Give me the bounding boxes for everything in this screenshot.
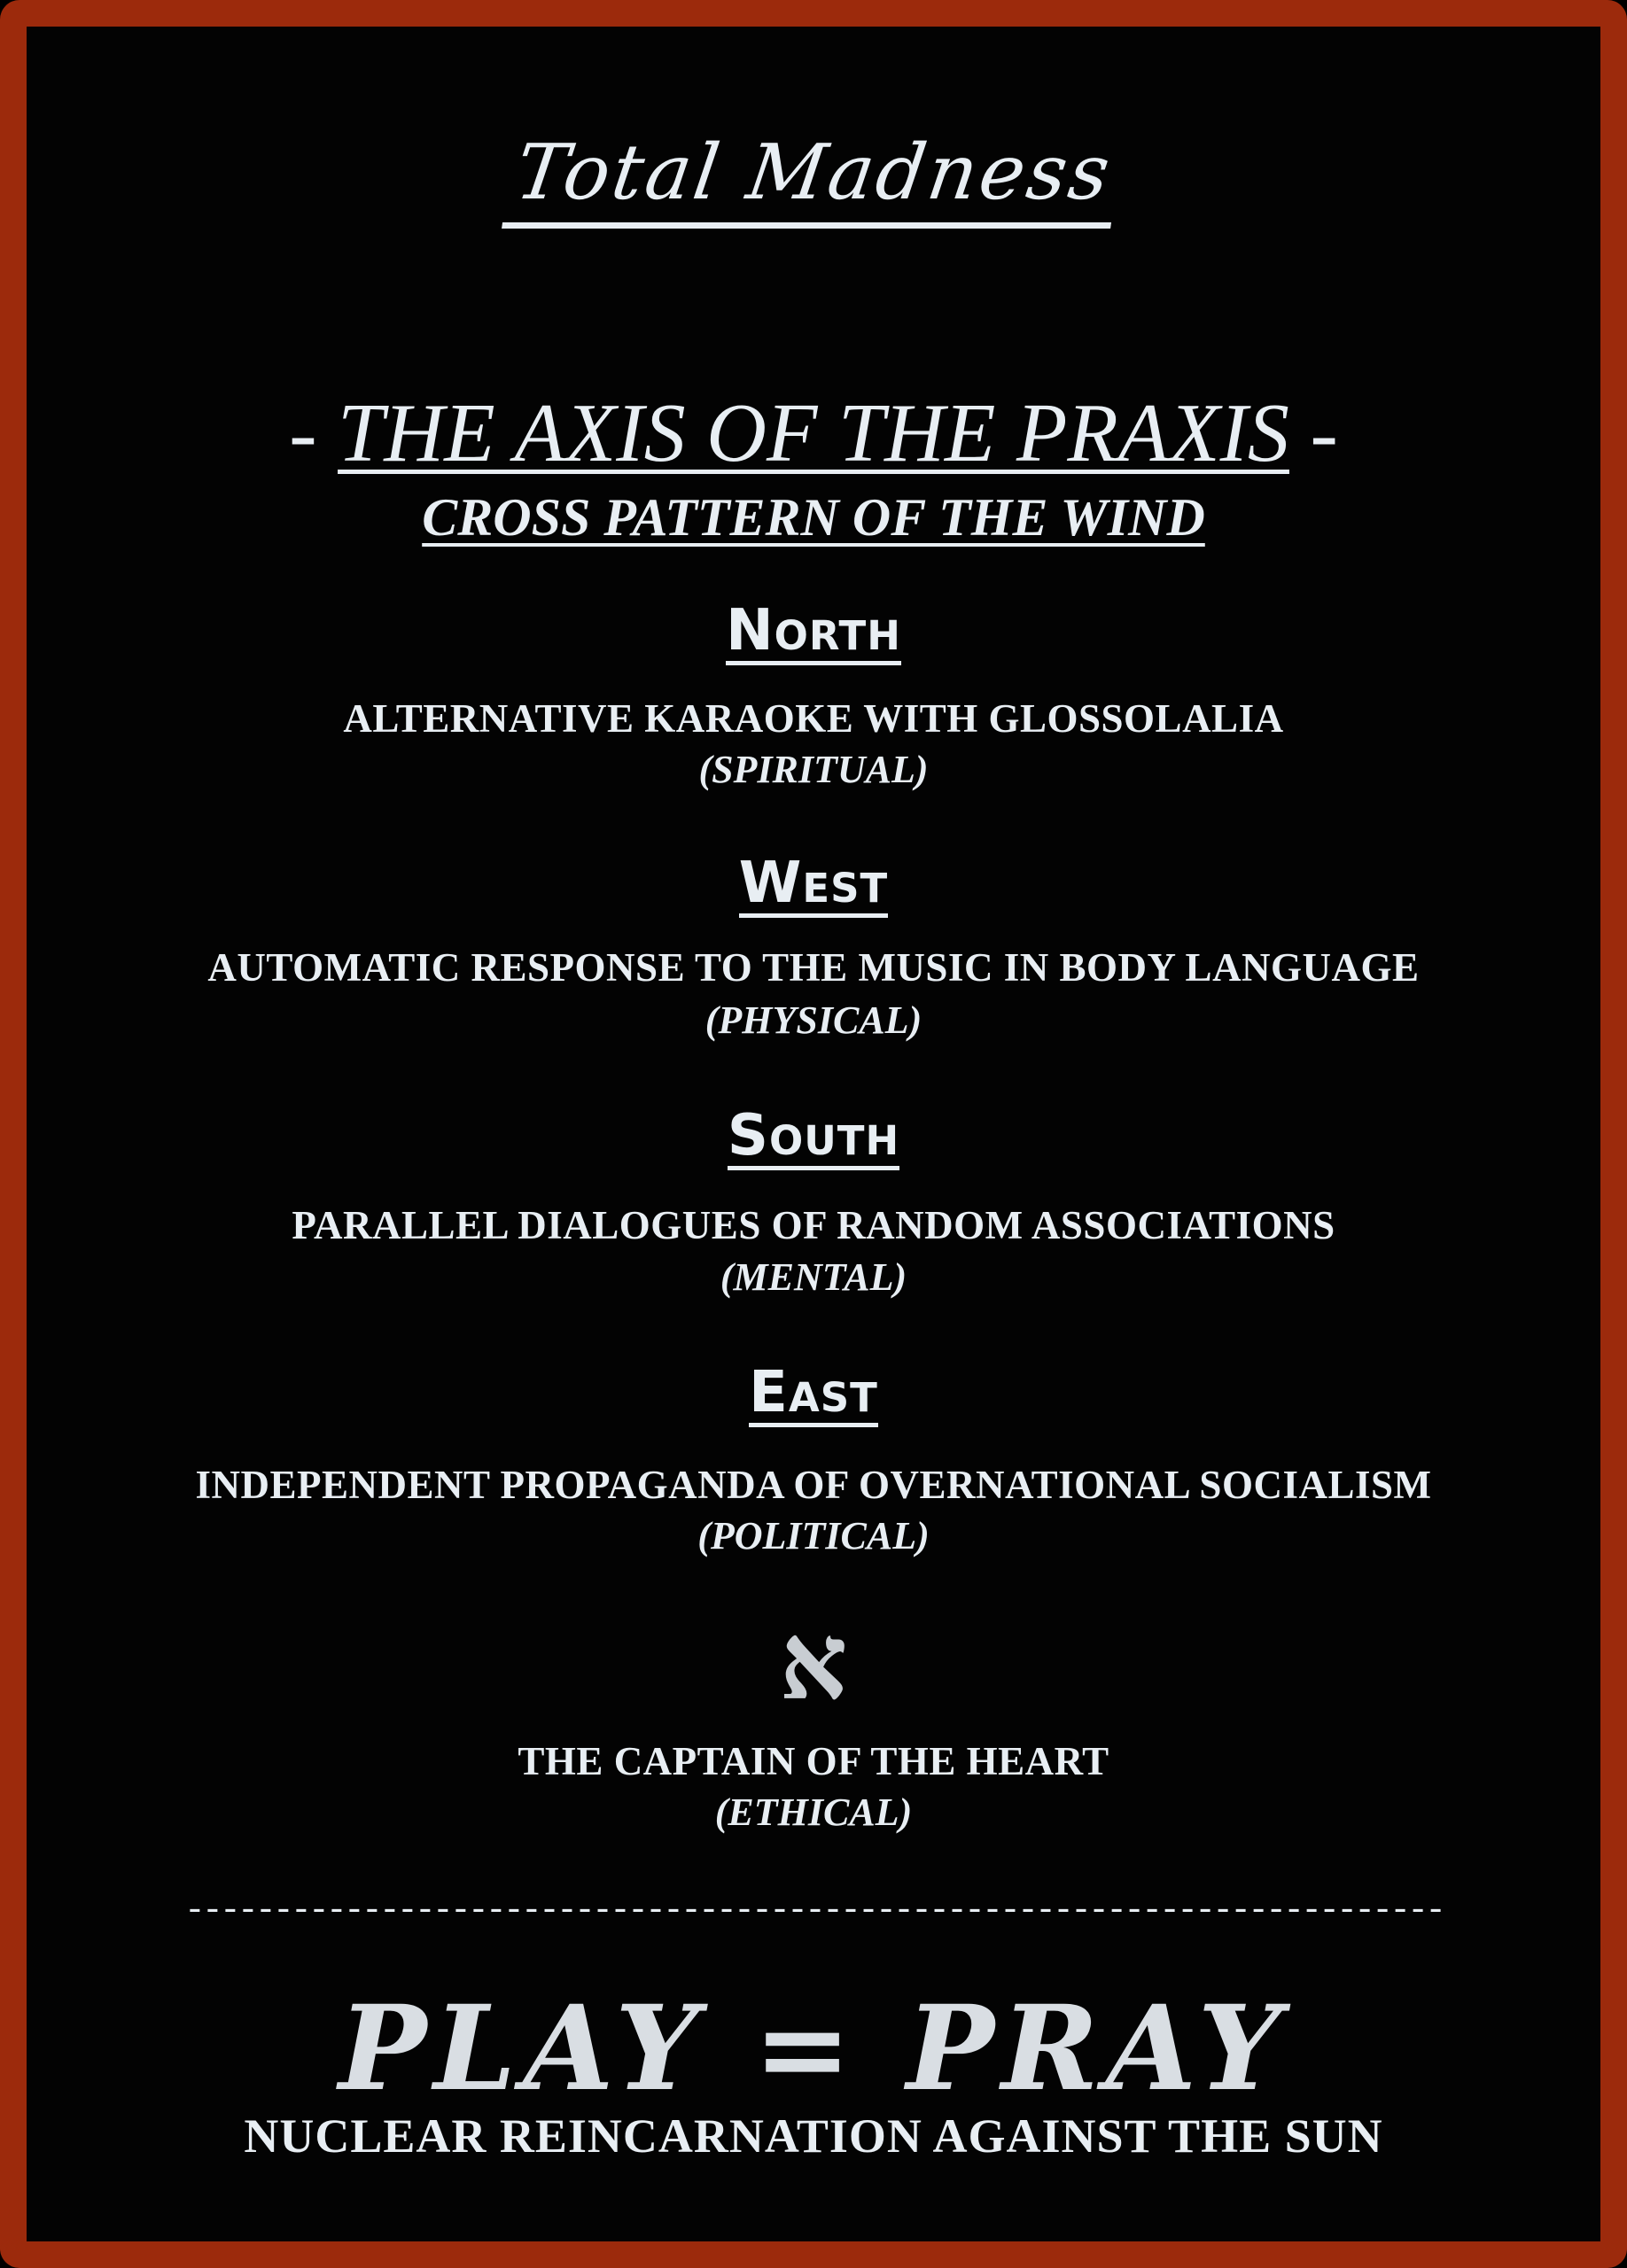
direction-west-description: AUTOMATIC RESPONSE TO THE MUSIC IN BODY LANGUAGE <box>207 945 1420 990</box>
axis-subheading <box>27 487 1600 548</box>
direction-east-kind: (POLITICAL) <box>697 1514 930 1557</box>
poster-title-text: Total Madness <box>502 128 1125 229</box>
direction-south-description: PARALLEL DIALOGUES OF RANDOM ASSOCIATIONS <box>292 1203 1335 1247</box>
slogan: PLAY = PRAY <box>339 1980 1288 2117</box>
center-description: THE CAPTAIN OF THE HEART <box>518 1739 1109 1783</box>
direction-east-heading <box>27 1360 1600 1427</box>
direction-west-heading <box>27 850 1600 918</box>
footer-line: NUCLEAR REINCARNATION AGAINST THE SUN <box>244 2109 1383 2163</box>
axis-heading-prefix: - <box>289 387 339 479</box>
direction-north-description: ALTERNATIVE KARAOKE WITH GLOSSOLALIA <box>343 696 1284 741</box>
axis-heading <box>27 385 1600 481</box>
direction-west-kind: (PHYSICAL) <box>705 998 922 1042</box>
aleph-icon: א <box>779 1599 848 1724</box>
axis-heading-suffix: - <box>1288 387 1338 479</box>
axis-subheading-text: CROSS PATTERN OF THE WIND <box>422 488 1205 547</box>
direction-west-name: West <box>738 850 889 916</box>
direction-north-name: North <box>726 598 901 664</box>
poster-sheet <box>27 27 1600 2241</box>
direction-south-name: South <box>727 1103 900 1169</box>
direction-north-kind: (SPIRITUAL) <box>698 748 929 791</box>
axis-heading-text: THE AXIS OF THE PRAXIS <box>338 387 1289 479</box>
direction-north-heading <box>27 598 1600 665</box>
poster-title <box>27 128 1600 229</box>
direction-east-description: INDEPENDENT PROPAGANDA OF OVERNATIONAL SOCIALISM <box>195 1463 1432 1507</box>
direction-south-heading <box>27 1103 1600 1170</box>
dashed-divider: ----------------------------------------------------------------------- <box>183 1891 1444 1931</box>
direction-south-kind: (MENTAL) <box>720 1255 907 1299</box>
center-kind: (ETHICAL) <box>714 1790 913 1834</box>
direction-east-name: East <box>749 1360 878 1425</box>
